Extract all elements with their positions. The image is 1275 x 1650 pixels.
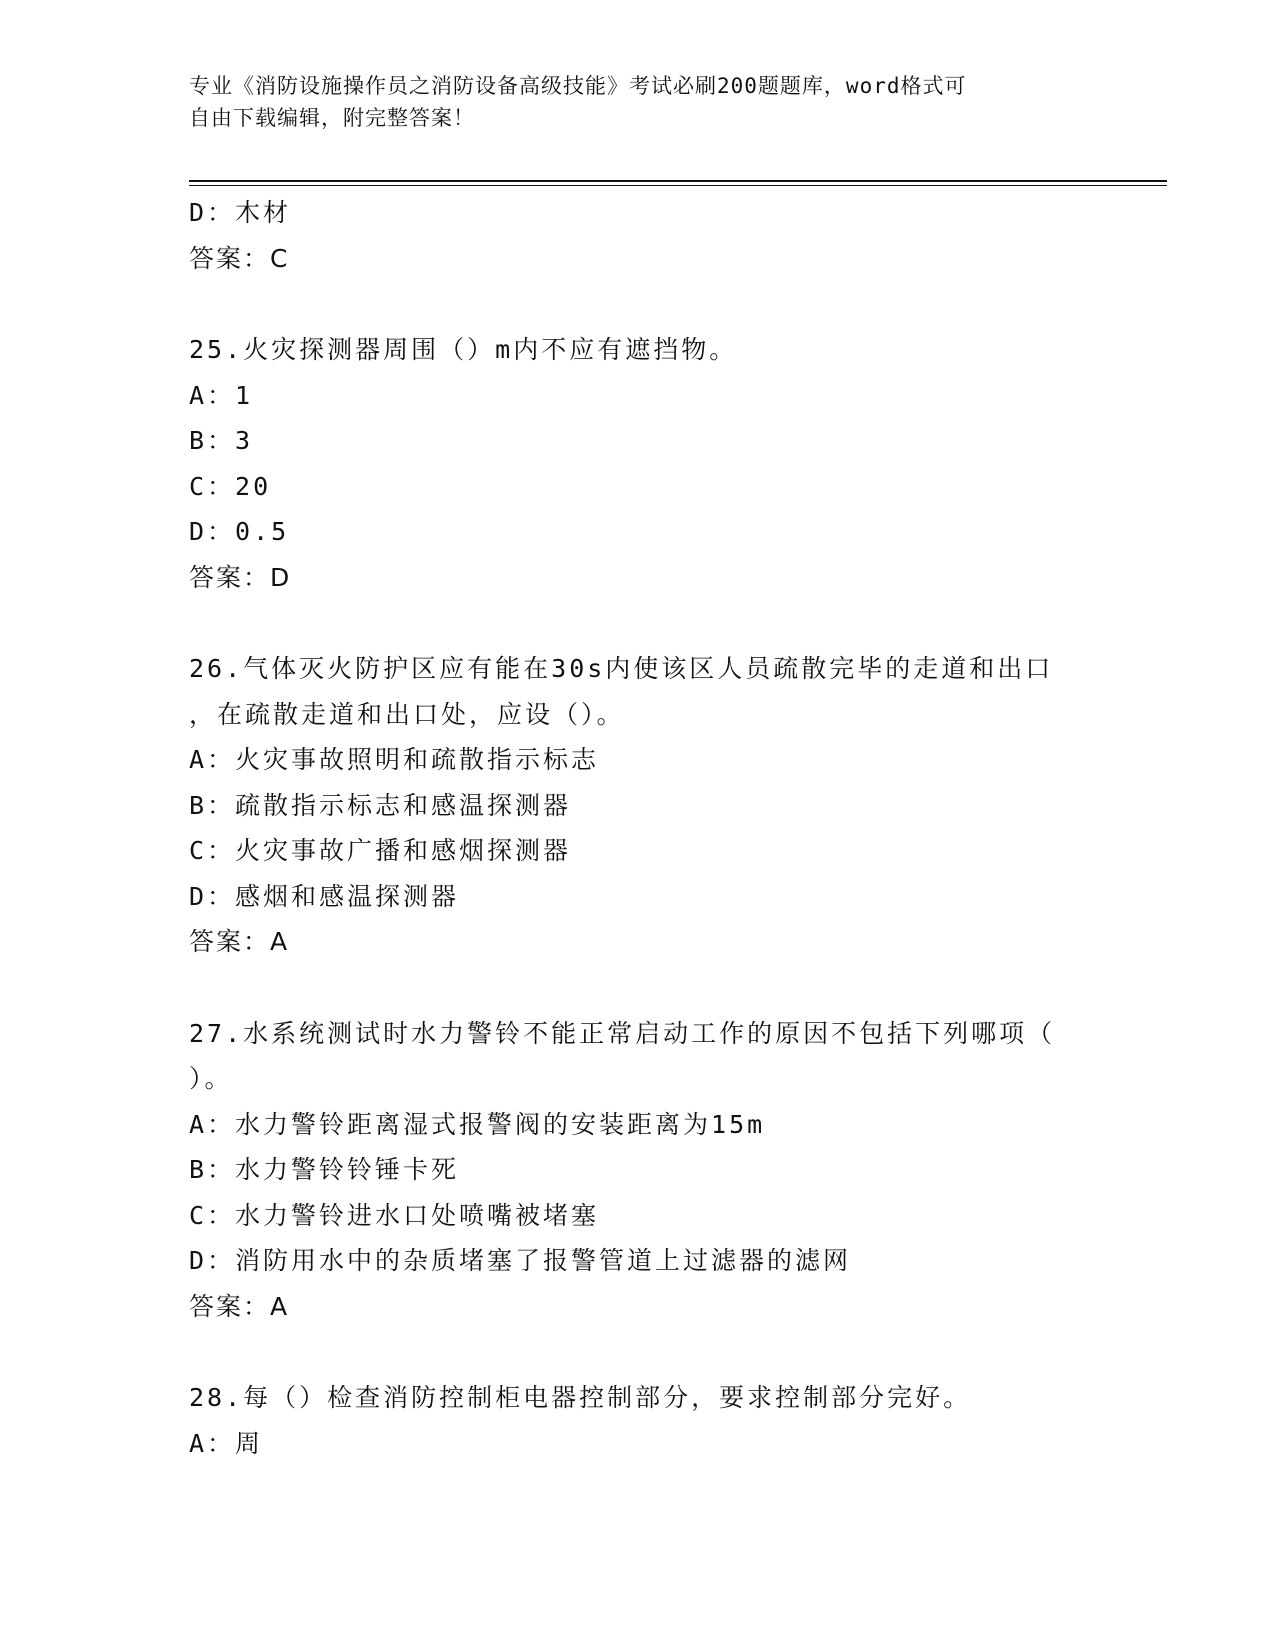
answer: 答案：A — [189, 927, 290, 956]
question-stem-continued: ，在疏散走道和出口处，应设（）。 — [189, 699, 625, 729]
header-line-1: 专业《消防设施操作员之消防设备高级技能》考试必刷200题题库，word格式可 — [189, 74, 967, 98]
question-stem-continued: ）。 — [189, 1064, 233, 1093]
header-divider — [189, 180, 1167, 186]
spacer — [189, 600, 1169, 646]
option-b: B：水力警铃铃锤卡死 — [189, 1155, 460, 1184]
option-c: C：20 — [189, 471, 272, 501]
question-stem: 25.火灾探测器周围（）m内不应有遮挡物。 — [189, 335, 738, 364]
spacer — [189, 1329, 1169, 1375]
answer: 答案：A — [189, 1291, 290, 1321]
option-d: D：感烟和感温探测器 — [189, 881, 460, 911]
question-27 — [189, 1011, 1169, 1330]
question-stem: 26.气体灭火防护区应有能在30s内使该区人员疏散完毕的走道和出口 — [189, 654, 1054, 683]
question-28 — [189, 1375, 1169, 1466]
question-26 — [189, 646, 1169, 965]
page-header — [189, 70, 1089, 134]
question-stem: 28.每（）检查消防控制柜电器控制部分，要求控制部分完好。 — [189, 1383, 972, 1412]
spacer — [189, 965, 1169, 1011]
header-line-2: 自由下载编辑，附完整答案！ — [189, 106, 475, 130]
option-c: C：水力警铃进水口处喷嘴被堵塞 — [189, 1200, 600, 1230]
answer: 答案：C — [189, 243, 290, 273]
spacer — [189, 281, 1169, 327]
option-d: D：消防用水中的杂质堵塞了报警管道上过滤器的滤网 — [189, 1246, 852, 1275]
option-a: A：火灾事故照明和疏散指示标志 — [189, 745, 600, 774]
option-c: C：火灾事故广播和感烟探测器 — [189, 836, 572, 865]
option-a: A：1 — [189, 380, 254, 410]
option-b: B：疏散指示标志和感温探测器 — [189, 790, 572, 820]
document-body — [189, 190, 1169, 1466]
option-b: B：3 — [189, 426, 254, 455]
answer: 答案：D — [189, 562, 292, 592]
option-d: D：0.5 — [189, 517, 290, 546]
question-25 — [189, 327, 1169, 600]
option-d: D：木材 — [189, 198, 292, 227]
option-a: A：水力警铃距离湿式报警阀的安装距离为15m — [189, 1109, 766, 1139]
question-stem: 27.水系统测试时水力警铃不能正常启动工作的原因不包括下列哪项（ — [189, 1018, 1056, 1048]
option-a: A：周 — [189, 1428, 264, 1458]
